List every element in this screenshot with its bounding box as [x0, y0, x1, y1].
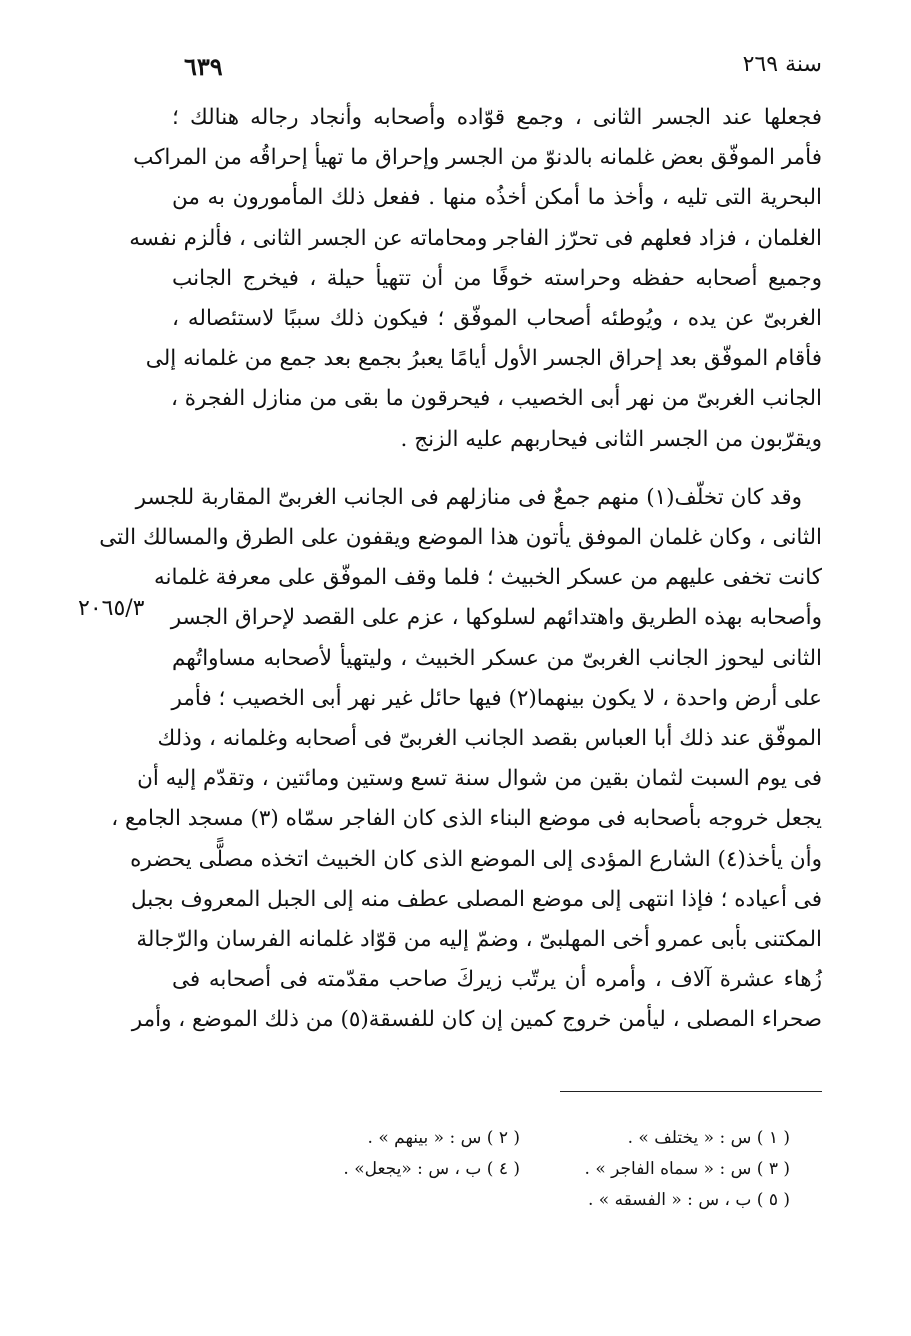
text-line: وأن يأخذ(٤) الشارع المؤدى إلى الموضع الذى كان الخبيث اتخذه مصلًّى يحضره: [130, 846, 822, 872]
text-line: فجعلها عند الجسر الثانى ، وجمع قوّاده وأصحابه وأنجاد رجاله هنالك ؛: [172, 105, 822, 130]
text-line: الثانى ليحوز الجانب الغربىّ من عسكر الخبيث ، وليتهيأ لأصحابه مساواتُهم: [172, 645, 822, 671]
footnote-5: ( ٥ ) ب ، س : « الفسقه » .: [587, 1190, 790, 1210]
footnote-row: [290, 1128, 790, 1159]
footnote-4: ( ٤ ) ب ، س : «يجعل» .: [343, 1159, 520, 1179]
margin-reference: ٢٠٦٥/٣: [78, 596, 145, 621]
text-line: البحرية التى تليه ، وأخذ ما أمكن أخذُه منها . ففعل ذلك المأمورون به من: [172, 185, 822, 211]
text-line: الموفّق عند ذلك أبا العباس بقصد الجانب الغربىّ فى أصحابه وغلمانه ، وذلك: [157, 726, 822, 752]
text-line: على أرض واحدة ، لا يكون بينهما(٢) فيها حائل غير نهر أبى الخصيب ؛ فأمر: [171, 685, 822, 711]
text-line: الغلمان ، فزاد فعلهم فى تحرّز الفاجر ومحاماته عن الجسر الثانى ، فألزم نفسه: [129, 225, 822, 251]
footnote-3: ( ٣ ) س : « سماه الفاجر » .: [584, 1159, 790, 1179]
footnotes: [290, 1128, 790, 1221]
text-line: كانت تخفى عليهم من عسكر الخبيث ؛ فلما وقف الموفّق على معرفة غلمانه: [154, 565, 822, 591]
footnote-row: [290, 1190, 790, 1221]
text-line: المكتنى بأبى عمرو أخى المهلبىّ ، وضمّ إليه من قوّاد غلمانه الفرسان والرّجالة: [136, 927, 822, 953]
text-line: يجعل خروجه بأصحابه فى موضع البناء الذى كان الفاجر سمّاه (٣) مسجد الجامع ،: [111, 806, 822, 832]
text-line: زُهاء عشرة آلاف ، وأمره أن يرتّب زيركَ صاحب مقدّمته فى أصحابه فى: [172, 967, 822, 993]
text-line: ويقرّبون من الجسر الثانى فيحاربهم عليه الزنج .: [400, 426, 822, 452]
page-number: ٦٣٩: [184, 52, 223, 81]
text-line: وقد كان تخلّف(١) منهم جمعٌ فى منازلهم فى الجانب الغربىّ المقاربة للجسر: [135, 484, 802, 510]
text-line: وأصحابه بهذه الطريق واهتدائهم لسلوكها ، عزم على القصد لإحراق الجسر: [170, 605, 822, 631]
text-line: فأمر الموفّق بعض غلمانه بالدنوّ من الجسر وإحراق ما تهيأ إحراقُه من المراكب: [133, 145, 822, 171]
text-line: الجانب الغربىّ من نهر أبى الخصيب ، فيحرقون ما بقى من منازل الفجرة ،: [171, 386, 822, 412]
text-line: فى أعياده ؛ فإذا انتهى إلى موضع المصلى عطف منه إلى الجبل المعروف بجبل: [131, 886, 822, 912]
running-head: سنة ٢٦٩: [742, 52, 822, 77]
paragraph-gap: [172, 460, 822, 478]
text-line: الثانى ، وكان غلمان الموفق يأتون هذا الموضع ويقفون على الطرق والمسالك التى: [99, 525, 822, 551]
text-line: صحراء المصلى ، ليأمن خروج كمين إن كان للفسقة(٥) من ذلك الموضع ، وأمر: [131, 1007, 822, 1033]
footnote-1: ( ١ ) س : « يختلف » .: [627, 1128, 790, 1148]
footnote-row: [290, 1159, 790, 1190]
footnote-divider: [560, 1091, 822, 1092]
page-header: [172, 52, 822, 88]
paragraph-1: [129, 98, 822, 460]
text-line: الغربىّ عن يده ، ويُوطئه أصحاب الموفّق ؛ فيكون ذلك سببًا لاستئصاله ،: [172, 306, 822, 332]
text-line: وجميع أصحابه حفظه وحراسته خوفًا من أن تتهيأ حيلة ، فيخرج الجانب: [172, 265, 822, 291]
footnote-2: ( ٢ ) س : « بينهم » .: [367, 1128, 520, 1148]
text-line: فى يوم السبت لثمان بقين من شوال سنة تسع وستين ومائتين ، وتقدّم إليه أن: [137, 766, 822, 792]
text-line: فأقام الموفّق بعد إحراق الجسر الأول أيامًا يعبرُ بجمع بعد جمع من غلمانه إلى: [145, 346, 822, 372]
